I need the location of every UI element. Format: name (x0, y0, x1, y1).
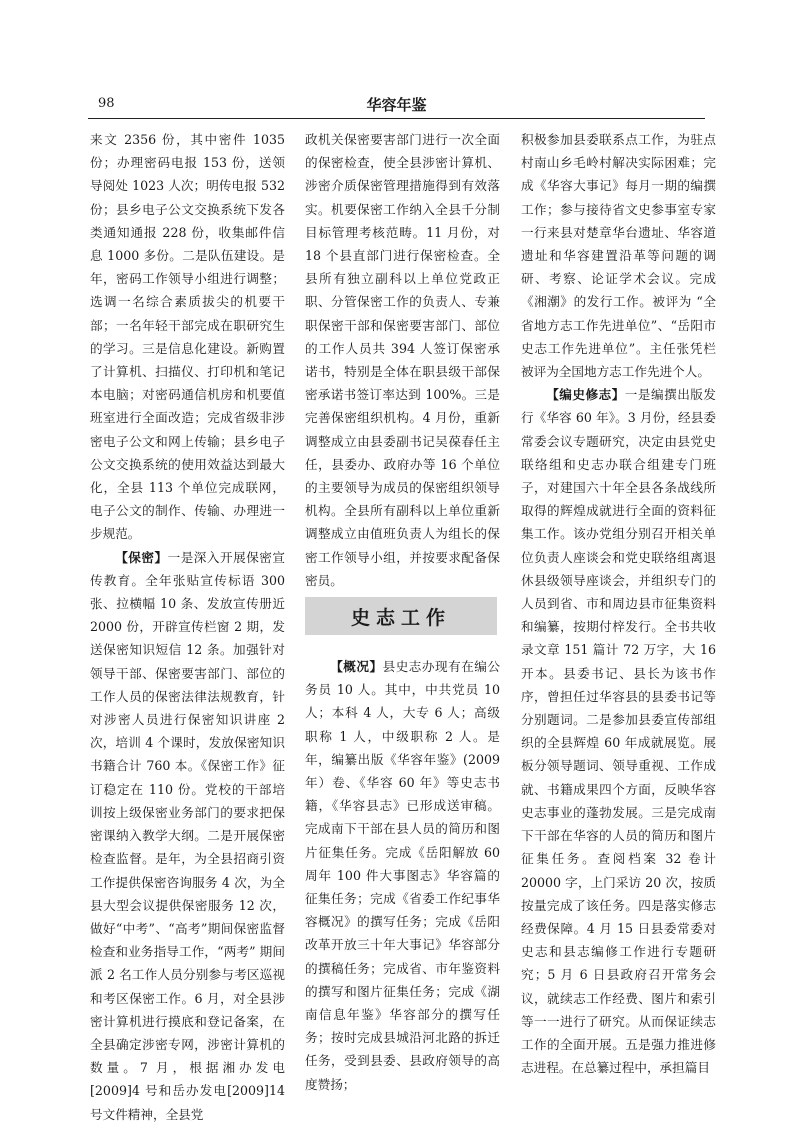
paragraph: 积极参加县委联系点工作，为驻点村南山乡毛岭村解决实际困难；完成《华容大事记》每月一期的编撰工作；参与接待省文史参事室专家一行来县对楚章华台遗址、华容道遗址和华容建置沿革等问题的调研、考察、论证学术会议。完成《湘潮》的发行工作。被评为 “全省地方志工作先进单位”、“岳阳市史志工作先进单位”。主任张凭栏被评为全国地方志工作先进个人。 (521, 132, 716, 380)
column-1 (90, 128, 285, 1122)
column-2-top (305, 128, 500, 588)
paragraph-text: 一是编撰出版发行《华容 60 年》。3 月份，经县委常委会议专题研究，决定由县党史联络组和史志办联合组建专门班子，对建国六十年全县各条战线所取得的辉煌成就进行全面的资料征集工作。该办党组分别召开相关单位负责人座谈会和党史联络组离退休县级领导座谈会，并组织专门的人员到省、市和周边县市征集资料和编纂，按期付梓发行。全书共收录文章 151 篇计 72 万字，大 16 开本。县委书记、县长为该书作序，曾担任过华容县的县委书记等分别题词。二是参加县委宣传部组织的全县辉煌 60 年成就展览。展板分领导题词、领导重视、工作成就、书籍成果四个方面，反映华容史志事业的蓬勃发展。三是完成南下干部在华容的人员的简历和图片征集任务。查阅档案 32 卷计 20000 字，上门采访 20 次，按质按量完成了该任务。四是落实修志经费保障。4 月 15 日县委常委对史志和县志编修工作进行专题研究；5 月 6 日县政府召开常务会议，就续志工作经费、图片和索引等一一进行了研究。从而保证续志工作的全面开展。五是强力推进修志进程。在总纂过程中，承担篇目 (521, 387, 716, 1076)
paragraph (521, 383, 716, 1079)
running-title: 华容年鉴 (366, 96, 427, 114)
column-2-bottom (305, 655, 500, 1092)
keyword-heading: 【编史修志】 (546, 387, 625, 403)
paragraph-text: 一是深入开展保密宣传教育。全年张贴宣传标语 300 张、拉横幅 10 条、发放宣传册近 2000 份，开辟宣传栏窗 2 期，发送保密知识短信 12 条。加强针对领导干部、保密要害部门、部位的工作人员的保密法律法规教育，针对涉密人员进行保密知识讲座 2 次，培训 4 个课时，发放保密知识书籍合计 760 本。《保密工作》征订稳定在 110 份。党校的干部培训按上级保密业务部门的要求把保密课纳入教学大纲。二是开展保密检查监督。是年，为全县招商引资工作提供保密咨询服务 4 次，为全县大型会议提供保密服务 12 次，做好“中考”、“高考”期间保密监督检查和业务指导工作，“两考” 期间派 2 名工作人员分别参与考区巡视和考区保密工作。6 月，对全县涉密计算机进行摸底和登记备案，在全县确定涉密专网，涉密计算机的数量。7 月，根据湘办发电 [2009]4 号和岳办发电[2009]14 号文件精神，全县党 (90, 549, 285, 1122)
page-header (88, 92, 705, 116)
paragraph: 政机关保密要害部门进行一次全面的保密检查，使全县涉密计算机、涉密介质保密管理措施得到有效落实。机要保密工作纳入全县千分制目标管理考核范畴。11 月份，对 18 个县直部门进行保密检查。全县所有独立副科以上单位党政正职、分管保密工作的负责人、专兼职保密干部和保密要害部门、部位的工作人员共 394 人签订保密承诺书，特别是全体在职县级干部保密承诺书签订率达到 100%。三是完善保密组织机构。4 月份，重新调整成立由县委副书记吴葆春任主任，县委办、政府办等 16 个单位的主要领导为成员的保密组织领导机构。全县所有副科以上单位重新调整成立由值班负责人为组长的保密工作领导小组，并按要求配备保密员。 (305, 132, 500, 588)
paragraph: 来文 2356 份，其中密件 1035 份；办理密码电报 153 份，送领导阅处 1023 人次；明传电报 532 份；县乡电子公文交换系统下发各类通知通报 228 份，收集邮件信息 1000 多份。二是队伍建设。是年，密码工作领导小组进行调整；选调一名综合素质拔尖的机要干部；一名年轻干部完成在职研究生的学习。三是信息化建设。新购置了计算机、扫描仪、打印机和笔记本电脑；对密码通信机房和机要值班室进行全面改造；完成省级非涉密电子公文和网上传输；县乡电子公文交换系统的使用效益达到最大化，全县 113 个单位完成联网，电子公文的制作、传输、办理进一步规范。 (90, 132, 285, 542)
paragraph (305, 655, 500, 1096)
paragraph-text: 县史志办现有在编公务员 10 人。其中，中共党员 10 人；本科 4 人，大专 6 人；高级职称 1 人，中级职称 2 人。是年，编纂出版《华容年鉴》(2009 年）卷、《华容 60 年》等史志书籍，《华容县志》已形成送审稿。完成南下干部在县人员的简历和图片征集任务。完成《岳阳解放 60 周年 100 件大事图志》华容篇的征集任务；完成《省委工作纪事华容概况》的撰写任务；完成《岳阳改革开放三十年大事记》华容部分的撰稿任务；完成省、市年鉴资料的撰写和图片征集任务；完成《湖南信息年鉴》华容部分的撰写任务；按时完成县城沿河北路的拆迁任务，受到县委、县政府领导的高度赞扬； (305, 659, 500, 1092)
keyword-heading: 【保密】 (115, 549, 168, 565)
section-title: 史志工作 (350, 606, 451, 629)
paragraph (90, 546, 285, 1126)
header-rule (88, 118, 705, 119)
keyword-heading: 【概况】 (330, 659, 383, 674)
section-heading-box (305, 597, 497, 635)
column-3 (521, 128, 716, 1076)
page-number: 98 (98, 96, 115, 111)
